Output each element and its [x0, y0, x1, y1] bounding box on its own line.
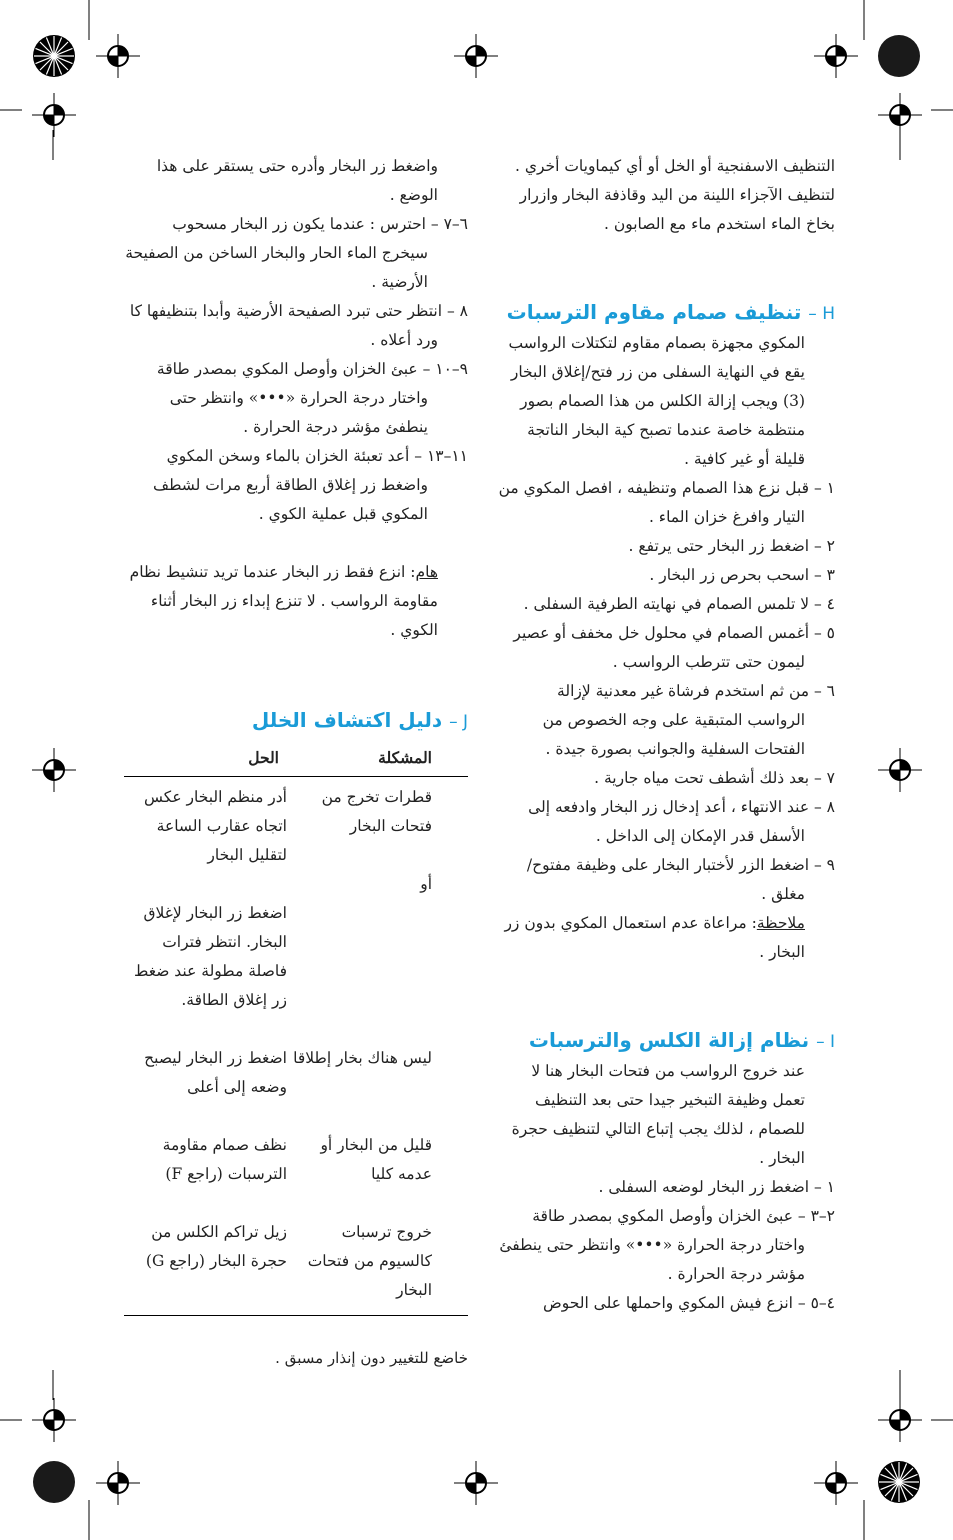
section-j-heading	[124, 705, 468, 737]
important-label: هام	[415, 563, 438, 581]
section-title-text: دليل اكتشاف الخلل	[251, 708, 443, 732]
table-row	[124, 1015, 468, 1102]
problem-text: قطرات تخرج من فتحات البخار	[321, 788, 432, 835]
footer-disclaimer: خاضع للتغيير دون إنذار مسبق .	[275, 1349, 468, 1367]
right-column	[495, 152, 835, 1318]
solution-text: أدر منظم البخار عكس اتجاه عقارب الساعة لتقليل البخار	[144, 788, 287, 864]
intro-paragraph: لتنظيف الآجزاء اللينة من اليد وقاذفة البخار وازرار بخاخ الماء استخدم ماء مع الصابون .	[519, 186, 835, 233]
list-item: ٤ – لا تلمس الصمام في نهايته الطرفية السفلى .	[523, 595, 835, 613]
registration-starburst	[32, 34, 76, 78]
problem-cell	[287, 777, 468, 1016]
list-item: ٢ – اضغط زر البخار حتى يرتفع .	[628, 537, 835, 555]
or-text: أو	[420, 875, 432, 893]
list-item: ١ – اضغط زر البخار لوضعه السفلى .	[598, 1178, 835, 1196]
list-item: ٦ – من ثم استخدم فرشاة غير معدنية لإزالة الرواسب المتبقية على وجه الخصوص من الفتحات السفلية والجوانب بصورة جيدة .	[542, 682, 835, 758]
section-title-text: تنظيف صمام مقاوم الترسبات	[506, 300, 802, 324]
continued-step: واضغط زر البخار وأدره حتى يستقر على هذا الوضع .	[156, 157, 438, 204]
solution-cell: نظف صمام مقاومة الترسبات (راجع F)	[162, 1136, 287, 1183]
list-item: ٥ – أغمس الصمام في محلول خل مخفف أو عصير ليمون حتى تترطب الرواسب .	[513, 624, 835, 671]
list-item: ٦–٧ – احترس : عندما يكون زر البخار مسحوب سيخرج الماء الحار والبخار الساخن من الصفيحة الأرضية .	[125, 215, 468, 291]
list-item: ٨ – انتظر حتى تبرد الصفيحة الأرضية وأبدا بتنظيفها كا ورد أعلاه .	[129, 302, 468, 349]
section-title-text: نظام إزالة الكلس والترسبات	[528, 1028, 810, 1052]
registration-starburst	[877, 1460, 921, 1504]
list-item: ١ – قبل نزع هذا الصمام وتنظيفه ، افصل المكوي من التيار وافرغ خزان الماء .	[498, 479, 835, 526]
registration-solid-dot	[32, 1460, 76, 1504]
solution-cell: زيل تراكم الكلس من حجرة البخار (راجع G)	[124, 1189, 287, 1316]
left-column	[124, 152, 468, 1316]
list-item: ٤–٥ – انزع فيش المكوي واحملها على الحوض	[542, 1294, 835, 1312]
column-header-problem: المشكلة	[287, 743, 468, 777]
note-paragraph	[495, 909, 805, 967]
registration-solid-dot	[877, 34, 921, 78]
table-header-row	[124, 743, 468, 777]
solution-extra-text: اضغط زر البخار لإغلاق البخار. انتظر فترات فاصلة مطولة عند ضغط زر إغلاق الطاقة.	[134, 904, 287, 1009]
section-h-heading	[495, 297, 835, 329]
section-letter: I –	[816, 1032, 835, 1052]
list-item: ٨ – عند الانتهاء ، أعد إدخال زر البخار وادفعه إلى الأسفل قدر الإمكان إلى الداخل .	[528, 798, 835, 845]
section-i-intro: عند خروج الرواسب من فتحات البخار هنا لا تعمل وظيفة التبخير جيدا حتى بعد التنظيف للصمام ، لذلك يجب إتباع التالي لتنظيف حجرة البخار .	[511, 1062, 805, 1167]
list-item: ١١–١٣ – أعد تعبئة الخزان بالماء وسخن المكوي واضغط زر إغلاق الطاقة أربع مرات لشطف المكوي قبل عملية الكوي .	[153, 447, 468, 523]
section-h-intro: المكوي مجهزة بصمام مقاوم لتكتلات الرواسب يقع في النهاية السفلى من زر فتح/إغلاق البخار (3) ويجب إزالة الكلس من هذا الصمام بصور منتظمة خاصة عندما تصبح كية البخار الناتجة قليلة أو غير كافية .	[508, 334, 805, 468]
table-row	[124, 1189, 468, 1316]
section-letter: J –	[449, 712, 468, 732]
troubleshooting-table	[124, 743, 468, 1316]
section-letter: H –	[808, 304, 835, 324]
problem-cell: قليل من البخار أو عدمه كليا	[320, 1136, 432, 1183]
column-header-solution: الحل	[124, 743, 287, 777]
note-label: ملاحظة	[756, 914, 805, 932]
list-item: ٩ – اضغط الزر لأختبار البخار على وظيفة مفتوح/ مغلق .	[526, 856, 835, 903]
intro-paragraph: التنظيف الاسفنجية أو الخل أو أي كيماويات أخري .	[514, 157, 835, 175]
table-row	[124, 1102, 468, 1189]
note-text: : مراعاة عدم استعمال المكوي بدون زر البخار .	[504, 914, 805, 961]
solution-cell: اضغط زر البخار ليصبح وضعه إلى أعلى	[144, 1049, 287, 1096]
list-item: ٢–٣ – عبئ الخزان وأوصل المكوي بمصدر طاقة واختار درجة الحرارة «•••» وانتظر حتى ينطفئ مؤشر درجة الحرارة .	[499, 1207, 835, 1283]
important-text: : انزع فقط زر البخار عندما تريد تنشيط نظام مقاومة الرواسب . لا تنزع إبداء زر البخار أثناء الكوي .	[129, 563, 438, 639]
list-item: ٩–١٠ – عبئ الخزان وأوصل المكوي بمصدر طاقة واختار درجة الحرارة «•••» وانتظر حتى ينطفئ مؤشر درجة الحرارة .	[156, 360, 468, 436]
solution-cell	[124, 777, 287, 1016]
problem-cell: ليس هناك بخار إطلاقا	[293, 1049, 432, 1067]
table-row	[124, 777, 468, 1016]
list-item: ٣ – اسحب بحرص زر البخار .	[649, 566, 835, 584]
section-i-heading	[495, 1025, 835, 1057]
important-note	[124, 558, 438, 645]
list-item: ٧ – بعد ذلك أشطف تحت مياه جارية .	[594, 769, 835, 787]
problem-cell: خروج ترسبات كالسيوم من فتحات البخار	[287, 1189, 468, 1316]
